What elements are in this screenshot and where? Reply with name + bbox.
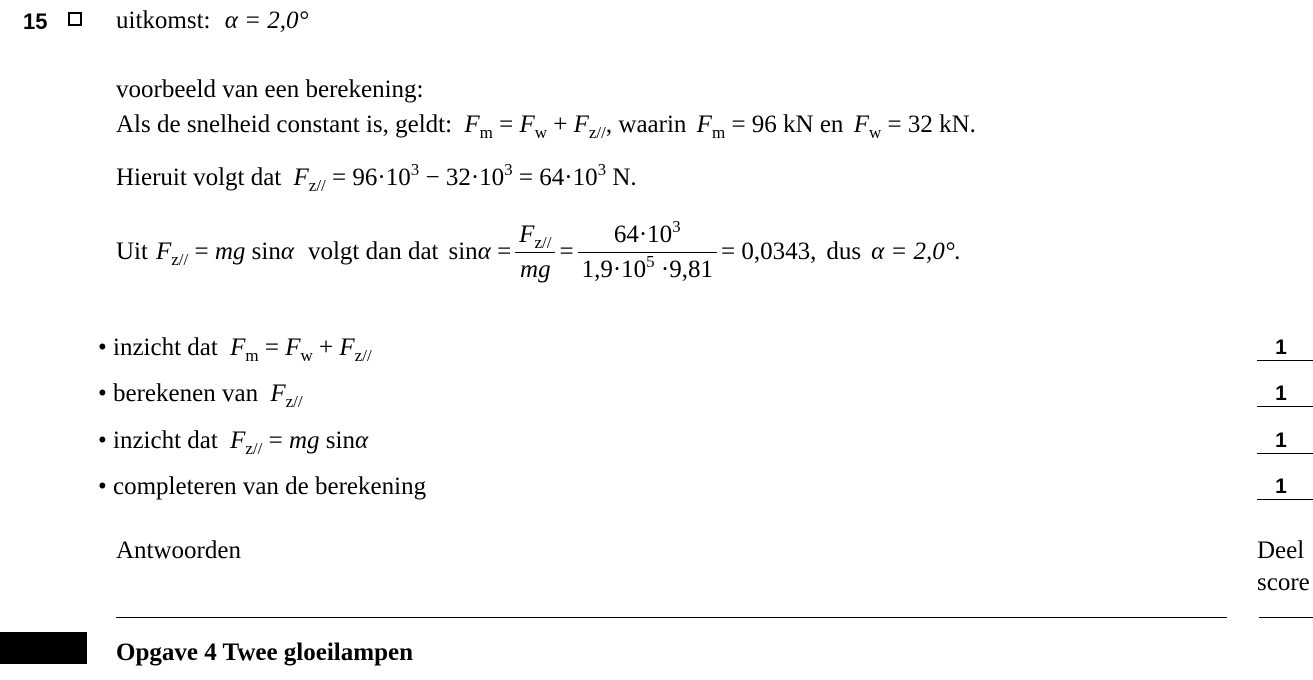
list-item: • inzicht dat $F_m = F_w + F_{z//}$ (98, 334, 372, 365)
divider (116, 617, 1227, 618)
outcome-label: uitkomst: (116, 7, 211, 34)
score-value: 1 (1257, 334, 1313, 361)
list-item: • completeren van de berekening (98, 473, 427, 500)
outcome-line (116, 7, 308, 35)
line2-text: Hieruit volgt dat (116, 164, 282, 191)
calculation-line-3: Uit $F_{z//}$ = mg sinα volgt dan dat sinα = $\frac{F_{z//}}{mg}$ = $\frac{64\cdot 10^3}{1,9\cdot 10^5 \cdot 9,81}$ = 0,0343, dus α = 2,0°. (116, 216, 962, 283)
list-item: • berekenen van $F_{z//}$ (98, 380, 303, 411)
line3-text-a: Uit (116, 238, 148, 265)
line2-unit: N. (612, 164, 637, 191)
fraction-fz-over-mg: $\frac{F_{z//}}{mg}$ (515, 220, 555, 285)
checkbox-icon[interactable] (68, 12, 82, 26)
criterion-text: inzicht dat (113, 427, 218, 454)
criterion-text: completeren van de berekening (113, 473, 427, 500)
line3-dus: dus (826, 238, 862, 265)
line3-final: α = 2,0°. (871, 238, 962, 265)
question-number: 15 (23, 9, 48, 34)
line1-fm-value: = 96 kN en (731, 111, 844, 138)
list-item: • inzicht dat $F_{z//}$ = mg sinα (98, 427, 369, 458)
line1-where: waarin (618, 111, 687, 138)
line3-result: = 0,0343, (720, 238, 817, 265)
outcome-value: α = 2,0° (224, 7, 309, 34)
fraction-numeric: $\frac{64\cdot 10^3}{1,9\cdot 10^5 \cdot 9,81}$ (578, 220, 717, 285)
criterion-text: berekenen van (113, 380, 259, 407)
line1-text: Als de snelheid constant is, geldt: (116, 111, 453, 138)
section-title: Opgave 4 Twee gloeilampen (116, 639, 413, 666)
calculation-line-1: Als de snelheid constant is, geldt: $F_m = F_w + F_{z//}$, waarin $F_m = 96$ kN en $F_w = 32$ kN. (116, 111, 976, 142)
calculation-line-2: Hieruit volgt dat $F_{z//} = 96\cdot 10^3 - 32\cdot 10^3 = 64\cdot 10^3$ N. (116, 160, 637, 195)
line3-text-b: volgt dan dat (307, 238, 439, 265)
line1-fw-value: = 32 kN. (887, 111, 976, 138)
score-value: 1 (1257, 473, 1313, 500)
score-value: 1 (1257, 427, 1313, 454)
answers-label: Antwoorden (116, 537, 241, 564)
score-label-1: Deel (1257, 537, 1305, 564)
criterion-text: inzicht dat (113, 334, 218, 361)
score-label-2: score (1257, 569, 1310, 596)
calculation-intro: voorbeeld van een berekening: (116, 76, 424, 103)
divider (1259, 617, 1313, 618)
score-value: 1 (1257, 380, 1313, 407)
section-marker (0, 632, 87, 664)
